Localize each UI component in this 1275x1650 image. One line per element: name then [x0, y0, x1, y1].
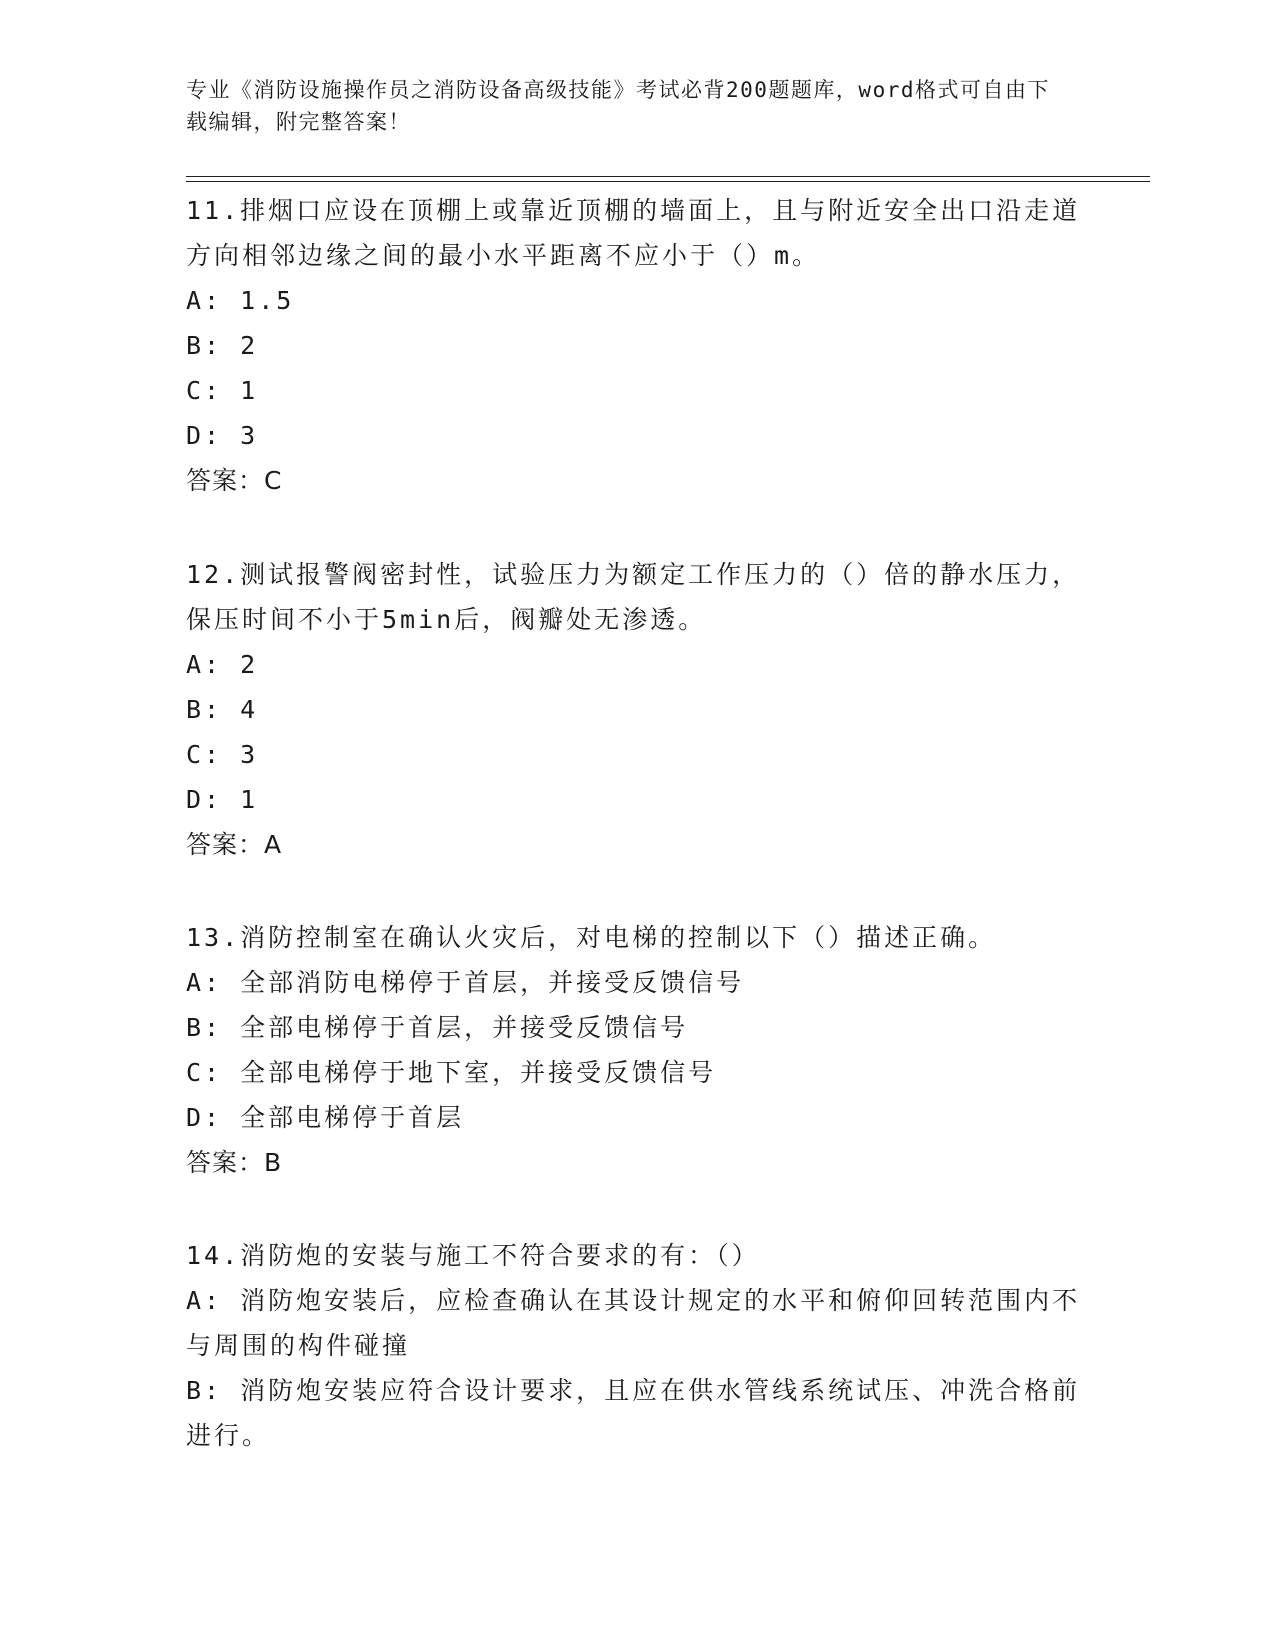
- question-13: [186, 915, 1086, 1185]
- header-divider: [186, 176, 1150, 182]
- option-b: B: 4: [186, 695, 259, 724]
- answer: 答案：A: [186, 830, 283, 859]
- option-d: D: 全部电梯停于首层: [186, 1103, 465, 1132]
- question-stem: 14.消防炮的安装与施工不符合要求的有：（）: [186, 1241, 760, 1270]
- option-a: A: 消防炮安装后，应检查确认在其设计规定的水平和俯仰回转范围内不与周围的构件碰撞: [186, 1286, 1081, 1360]
- question-stem: 13.消防控制室在确认火灾后，对电梯的控制以下（）描述正确。: [186, 923, 997, 952]
- option-b: B: 2: [186, 331, 259, 360]
- option-d: D: 3: [186, 421, 259, 450]
- option-a: A: 全部消防电梯停于首层，并接受反馈信号: [186, 968, 745, 997]
- question-14: [186, 1233, 1086, 1458]
- option-b: B: 消防炮安装应符合设计要求，且应在供水管线系统试压、冲洗合格前进行。: [186, 1376, 1081, 1450]
- option-a: A: 2: [186, 650, 259, 679]
- question-11: [186, 188, 1086, 503]
- option-c: C: 3: [186, 740, 259, 769]
- document-header: 专业《消防设施操作员之消防设备高级技能》考试必背200题题库，word格式可自由下载编辑，附完整答案！: [186, 78, 1050, 134]
- question-stem: 12.测试报警阀密封性，试验压力为额定工作压力的（）倍的静水压力，保压时间不小于5min后，阀瓣处无渗透。: [186, 560, 1081, 634]
- question-12: [186, 552, 1086, 867]
- option-b: B: 全部电梯停于首层，并接受反馈信号: [186, 1013, 689, 1042]
- question-stem: 11.排烟口应设在顶棚上或靠近顶棚的墙面上，且与附近安全出口沿走道方向相邻边缘之间的最小水平距离不应小于（）m。: [186, 196, 1081, 270]
- option-d: D: 1: [186, 785, 259, 814]
- option-a: A: 1.5: [186, 286, 295, 315]
- answer: 答案：C: [186, 466, 283, 495]
- answer: 答案：B: [186, 1148, 283, 1177]
- option-c: C: 1: [186, 376, 259, 405]
- option-c: C: 全部电梯停于地下室，并接受反馈信号: [186, 1058, 717, 1087]
